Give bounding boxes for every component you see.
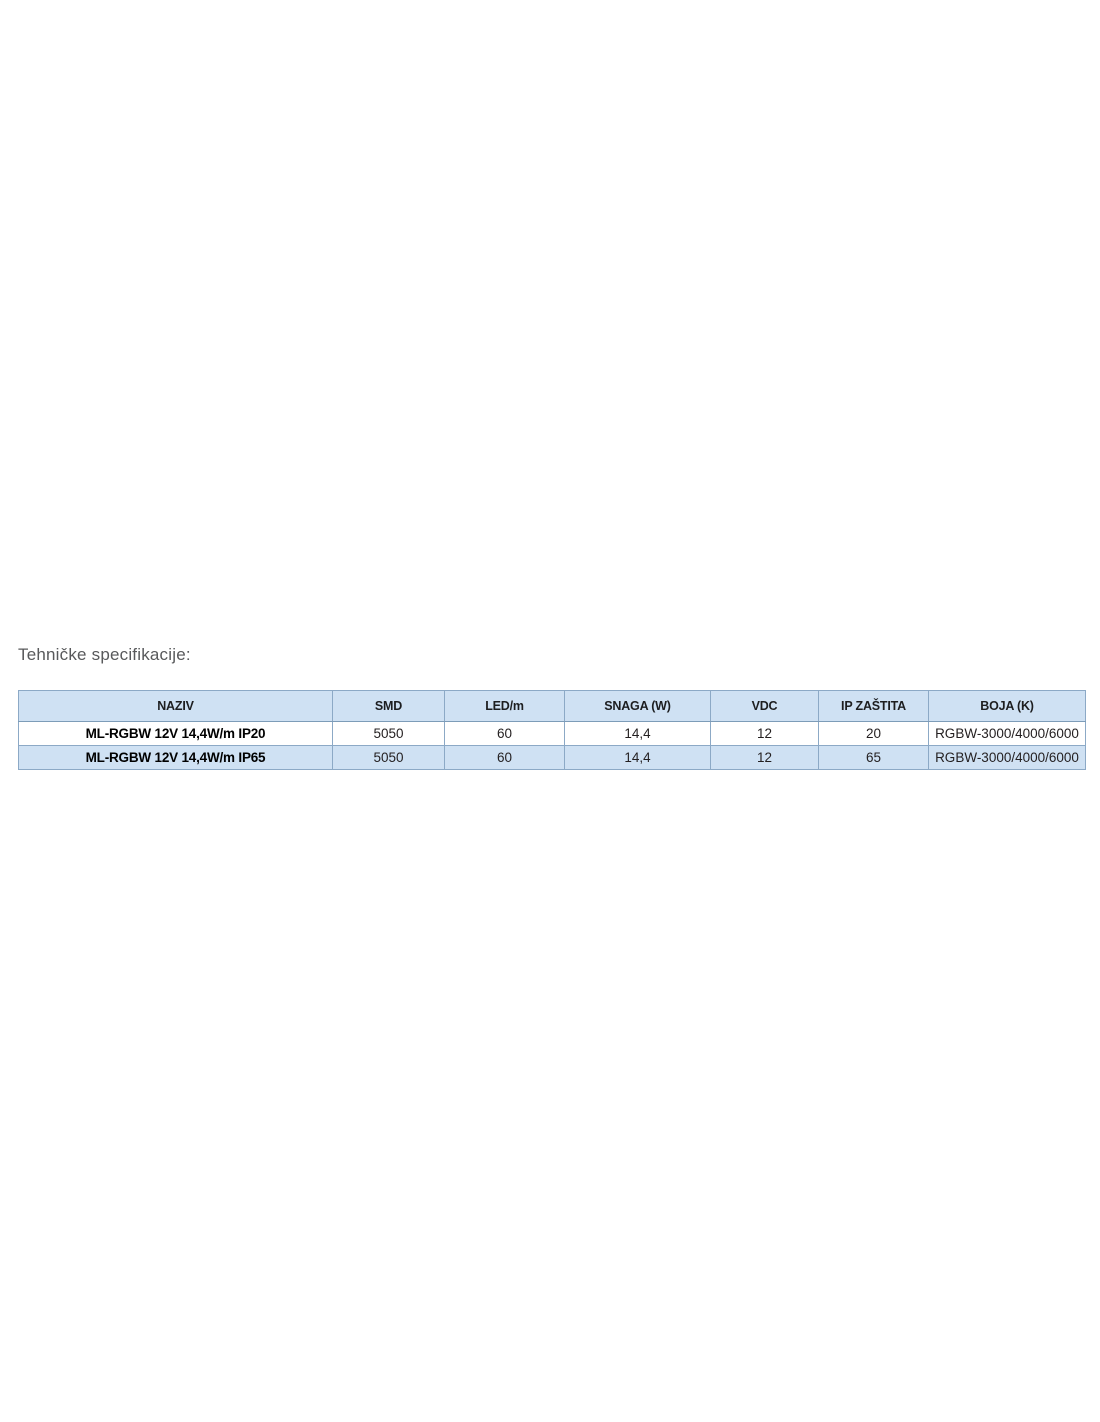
cell-naziv: ML-RGBW 12V 14,4W/m IP20 bbox=[19, 722, 333, 746]
column-header-led-m: LED/m bbox=[445, 691, 565, 722]
header-row bbox=[19, 691, 1086, 722]
column-header-naziv: NAZIV bbox=[19, 691, 333, 722]
cell-ip-zastita: 20 bbox=[819, 722, 929, 746]
specs-table bbox=[18, 690, 1086, 770]
cell-led-m: 60 bbox=[445, 746, 565, 770]
cell-vdc: 12 bbox=[711, 746, 819, 770]
page-title: Tehničke specifikacije: bbox=[18, 645, 191, 664]
column-header-smd: SMD bbox=[333, 691, 445, 722]
table-row bbox=[19, 722, 1086, 746]
column-header-vdc: VDC bbox=[711, 691, 819, 722]
cell-snaga-w: 14,4 bbox=[565, 746, 711, 770]
cell-boja-k: RGBW-3000/4000/6000 bbox=[929, 746, 1086, 770]
cell-snaga-w: 14,4 bbox=[565, 722, 711, 746]
cell-led-m: 60 bbox=[445, 722, 565, 746]
cell-vdc: 12 bbox=[711, 722, 819, 746]
cell-smd: 5050 bbox=[333, 746, 445, 770]
cell-naziv: ML-RGBW 12V 14,4W/m IP65 bbox=[19, 746, 333, 770]
table-row bbox=[19, 746, 1086, 770]
cell-ip-zastita: 65 bbox=[819, 746, 929, 770]
cell-boja-k: RGBW-3000/4000/6000 bbox=[929, 722, 1086, 746]
column-header-boja-k: BOJA (K) bbox=[929, 691, 1086, 722]
column-header-snaga-w: SNAGA (W) bbox=[565, 691, 711, 722]
cell-smd: 5050 bbox=[333, 722, 445, 746]
column-header-ip-zastita: IP ZAŠTITA bbox=[819, 691, 929, 722]
